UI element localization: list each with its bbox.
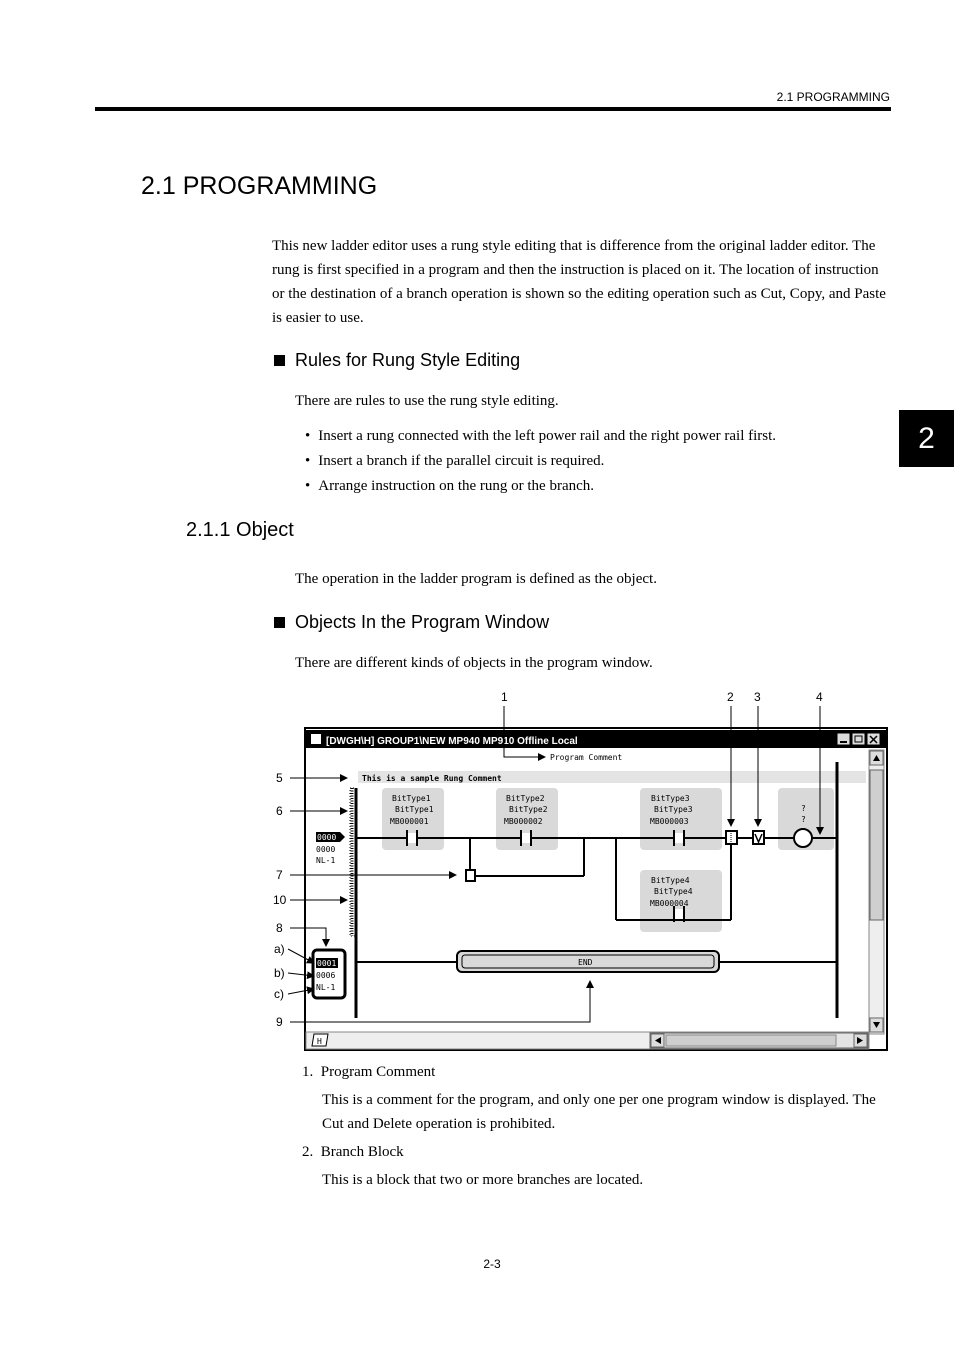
contact-address: MB000002: [504, 817, 543, 826]
intro-paragraph: This new ladder editor uses a rung style editing that is difference from the original ladder editor. The rung is first specified in a program and then the instruction is placed on it. The location of instruction or the destination of a branch operation is shown so the editing operation such as Cut, Copy, and Paste is easier to use.: [272, 238, 886, 326]
vertical-scroll-thumb[interactable]: [870, 770, 883, 920]
coil-symbol[interactable]: [794, 829, 812, 847]
square-bullet-icon: [274, 355, 285, 366]
coil-label: ?: [801, 804, 806, 813]
sheet-tab-label: H: [317, 1037, 322, 1046]
objects-heading-text: Objects In the Program Window: [295, 612, 550, 632]
callout-label: 5: [276, 771, 283, 785]
callout-label: b): [274, 966, 285, 980]
description-item: [302, 1060, 892, 1084]
rules-heading-text: Rules for Rung Style Editing: [295, 350, 521, 370]
object-descriptions: [302, 1060, 892, 1196]
rules-list: [305, 424, 776, 499]
coil-label: ?: [801, 815, 806, 824]
running-header: 2.1 PROGRAMMING: [776, 90, 890, 104]
contact-label: BitType2: [509, 805, 548, 814]
rung2-label: NL-1: [316, 983, 336, 992]
callout-label: a): [274, 942, 285, 956]
objects-heading: [274, 612, 549, 633]
section-title: 2.1 PROGRAMMING: [141, 172, 378, 200]
description-body: This is a block that two or more branches are located.: [322, 1172, 644, 1188]
list-item: • Insert a rung connected with the left power rail and the right power rail first.: [305, 424, 776, 449]
callout-label: 7: [276, 868, 283, 882]
callout-label: 8: [276, 921, 283, 935]
chapter-tab: 2: [899, 410, 954, 467]
contact-address: MB000001: [390, 817, 429, 826]
rules-lead: There are rules to use the rung style editing.: [295, 393, 559, 409]
list-item: • Arrange instruction on the rung or the branch.: [305, 474, 776, 499]
callout-label: 1: [501, 690, 508, 704]
contact-label: BitType3: [651, 794, 690, 803]
end-label: END: [578, 958, 593, 967]
rung2-step: 0006: [316, 971, 336, 980]
program-window-figure: [270, 680, 900, 1060]
description-number: 1.: [302, 1064, 314, 1080]
contact-address: MB000003: [650, 817, 689, 826]
subsection-lead: The operation in the ladder program is defined as the object.: [295, 571, 657, 587]
subsection-title: 2.1.1 Object: [186, 519, 294, 541]
callout-label: 3: [754, 690, 761, 704]
objects-lead: There are different kinds of objects in the program window.: [295, 655, 653, 671]
description-title: Program Comment: [320, 1064, 436, 1080]
horizontal-scroll-thumb[interactable]: [666, 1035, 836, 1046]
minimize-icon[interactable]: [837, 733, 850, 745]
rung2-number: 0001: [317, 959, 337, 968]
window-menu-icon[interactable]: [311, 734, 321, 744]
figure-drawing: [270, 680, 900, 1060]
description-item: [302, 1140, 892, 1164]
contact-label: BitType1: [395, 805, 434, 814]
contact-label: BitType1: [392, 794, 431, 803]
callout-label: c): [274, 987, 284, 1001]
contact-label: BitType4: [651, 876, 690, 885]
program-comment: Program Comment: [550, 753, 623, 762]
rung1-number: 0000: [317, 833, 337, 842]
callout-label: 2: [727, 690, 734, 704]
list-item: • Insert a branch if the parallel circuit is required.: [305, 449, 776, 474]
callout-label: 6: [276, 804, 283, 818]
description-body: This is a comment for the program, and only one per one program window is displayed. The Cut and Delete operation is prohibited.: [322, 1092, 876, 1132]
window-title: [DWGH\H] GROUP1\NEW MP940 MP910 Offline Local: [326, 736, 578, 747]
rung1-step: 0000: [316, 845, 336, 854]
contact-label: BitType4: [654, 887, 693, 896]
rung-comment: This is a sample Rung Comment: [362, 774, 502, 783]
page-number: 2-3: [483, 1257, 501, 1271]
square-bullet-icon: [274, 617, 285, 628]
header-rule: [95, 107, 891, 111]
maximize-icon[interactable]: [852, 733, 865, 745]
contact-label: BitType2: [506, 794, 545, 803]
rules-heading: [274, 350, 520, 371]
branch-point[interactable]: [466, 870, 475, 881]
callout-label: 4: [816, 690, 823, 704]
callout-label: 9: [276, 1015, 283, 1029]
rung1-label: NL-1: [316, 856, 336, 865]
contact-label: BitType3: [654, 805, 693, 814]
description-title: Branch Block: [320, 1144, 404, 1160]
contact-address: MB000004: [650, 899, 689, 908]
callout-label: 10: [273, 893, 287, 907]
description-number: 2.: [302, 1144, 314, 1160]
